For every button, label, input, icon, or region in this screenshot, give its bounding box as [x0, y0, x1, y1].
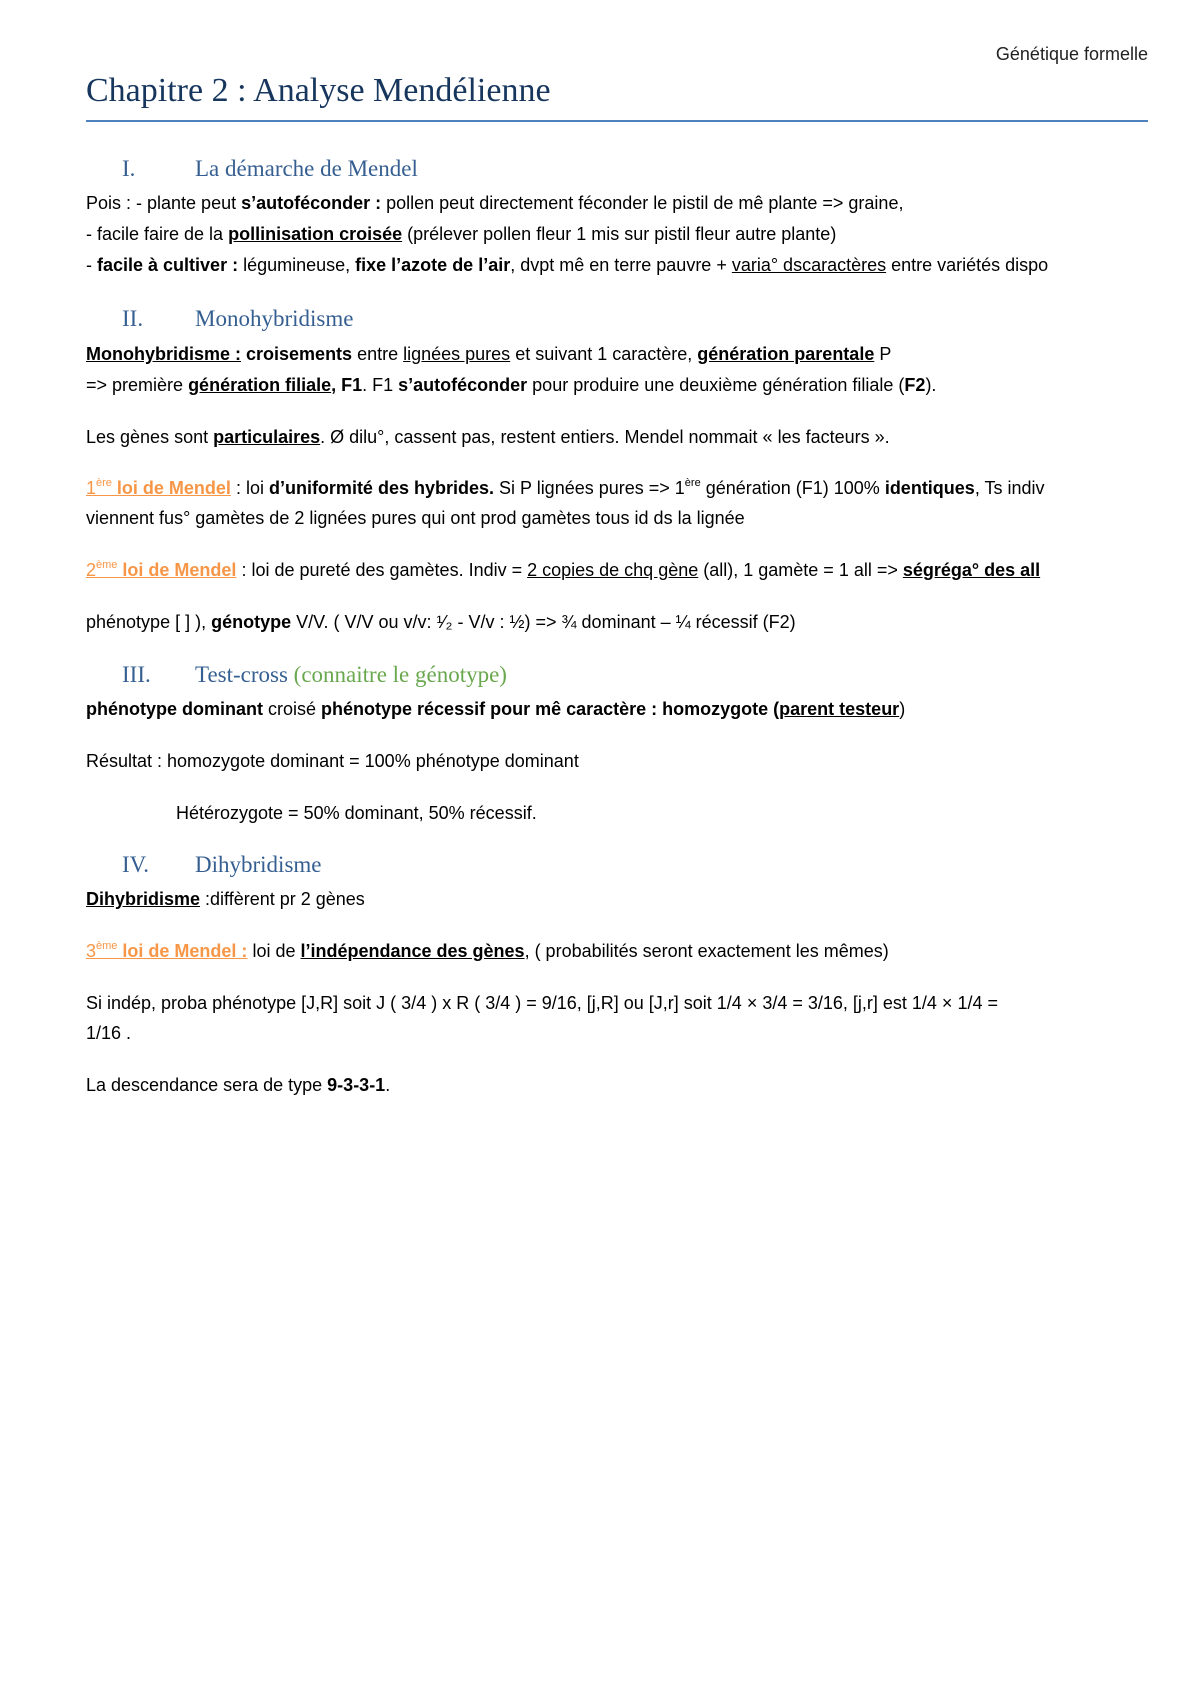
text-run: loi de [247, 941, 301, 961]
text-run-bold: facile à cultiver : [97, 255, 239, 275]
text-run-bold: , F1 [331, 375, 363, 395]
text-run: entre [352, 344, 404, 364]
text-run-bold: génotype [211, 612, 292, 632]
text-run-bold: F2 [904, 375, 926, 395]
text-run: - V/v : ½) => ¾ dominant – ¼ récessif (F2) [452, 612, 796, 632]
paragraph-line [86, 374, 936, 396]
section-heading-3 [122, 662, 507, 688]
text-run-bold-underline: l’indépendance des gènes [300, 941, 525, 961]
section-number: I. [122, 156, 136, 181]
text-run: . [385, 1075, 391, 1095]
paragraph-line [86, 223, 836, 245]
text-run-bold: s’autoféconder [398, 375, 528, 395]
text-run-underline: lignées pures [403, 344, 511, 364]
paragraph-line [86, 1074, 390, 1096]
text-run: phénotype [ ] ), [86, 612, 212, 632]
text-run-bold-underline: Dihybridisme [86, 889, 201, 909]
text-run: viennent fus° gamètes de 2 lignées pures qui ont prod gamètes tous id ds la lignée [86, 508, 745, 528]
text-run: Si indép, proba phénotype [J,R] soit J ( 3/4 ) x R ( 3/4 ) = 9/16, [j,R] ou [J,r] soit 1/4 × 3/4 = 3/16, [j,r] est 1/4 × 1/4 = [86, 993, 998, 1013]
text-run: - [86, 255, 97, 275]
section-title: Test-cross [195, 662, 288, 687]
text-run: . Ø dilu°, cassent pas, restent entiers. Mendel nommait « les facteurs ». [320, 427, 890, 447]
paragraph-line [86, 343, 891, 365]
text-run: Pois : - plante peut [86, 193, 242, 213]
text-run: Si P lignées pures => 1 [494, 478, 685, 498]
section-title: Monohybridisme [195, 306, 354, 331]
paragraph-line [86, 477, 1045, 499]
text-run-bold: s’autoféconder : [241, 193, 382, 213]
text-run: et suivant 1 caractère, [510, 344, 698, 364]
text-run-bold-underline: génération parentale [697, 344, 875, 364]
text-run: - facile faire de la [86, 224, 229, 244]
text-run: , dvpt mê en terre pauvre + [510, 255, 732, 275]
superscript: ème [96, 559, 118, 571]
text-run-underline: varia° dscaractères [731, 255, 887, 275]
text-run: : loi [230, 478, 269, 498]
section-title: La démarche de Mendel [195, 156, 418, 181]
text-run-bold: identiques [884, 478, 975, 498]
running-header: Génétique formelle [995, 44, 1148, 64]
section-number: III. [122, 662, 151, 687]
text-run: : loi de pureté des gamètes. Indiv = [236, 560, 528, 580]
superscript: ème [96, 940, 118, 952]
text-run-bold: loi de Mendel : [117, 941, 248, 961]
text-run: , Ts indiv [974, 478, 1045, 498]
text-run: 1 [86, 478, 97, 498]
text-run: génération (F1) 100% [700, 478, 885, 498]
text-run-bold-underline: Monohybridisme : [86, 344, 242, 364]
paragraph-line [86, 992, 998, 1014]
text-run: entre variétés dispo [886, 255, 1049, 275]
paragraph-line [86, 1022, 131, 1044]
text-run: :diffèrent pr 2 gènes [200, 889, 365, 909]
text-run-bold: fixe l’azote de l’air [355, 255, 511, 275]
text-run: P [874, 344, 892, 364]
paragraph-line [86, 888, 365, 910]
text-run: , ( probabilités seront exactement les mêmes) [524, 941, 889, 961]
paragraph-line [86, 507, 745, 529]
paragraph-line [86, 940, 889, 962]
paragraph-line [86, 750, 579, 772]
text-run: Les gènes sont [86, 427, 214, 447]
section-heading-2 [122, 306, 353, 332]
paragraph-line [176, 802, 537, 824]
superscript: ère [684, 477, 701, 489]
section-heading-4 [122, 852, 322, 878]
text-run: Résultat : homozygote dominant = 100% phénotype dominant [86, 751, 579, 771]
text-run: 3 [86, 941, 97, 961]
text-run-underline: 2 copies de chq gène [527, 560, 699, 580]
paragraph-line [86, 426, 890, 448]
text-run: (prélever pollen fleur 1 mis sur pistil fleur autre plante) [402, 224, 837, 244]
text-run: La descendance sera de type [86, 1075, 328, 1095]
text-run: . F1 [362, 375, 399, 395]
paragraph-line [86, 611, 796, 633]
law-label [86, 560, 236, 580]
text-run-bold-underline: pollinisation croisée [228, 224, 403, 244]
text-run: pour produire une deuxième génération filiale ( [527, 375, 905, 395]
text-run-bold-underline: parent testeur [779, 699, 900, 719]
text-run-bold: phénotype dominant [86, 699, 263, 719]
text-run: => première [86, 375, 189, 395]
section-number: II. [122, 306, 144, 331]
paragraph-line [86, 254, 1048, 276]
text-run-bold-underline: ségréga° des all [902, 560, 1041, 580]
text-run-bold: loi de Mendel [117, 560, 237, 580]
text-run-bold: d’uniformité des hybrides. [268, 478, 494, 498]
section-number: IV. [122, 852, 150, 877]
section-subtitle: (connaitre le génotype) [293, 662, 507, 687]
text-run: légumineuse, [238, 255, 356, 275]
text-run-bold: croisements [241, 344, 353, 364]
text-run: ). [925, 375, 937, 395]
text-run: pollen peut directement féconder le pistil de mê plante => graine, [381, 193, 904, 213]
text-run-bold-underline: génération filiale [188, 375, 332, 395]
text-run: Hétérozygote = 50% dominant, 50% récessif. [176, 803, 537, 823]
text-run-bold: phénotype récessif pour mê caractère : homozygote ( [321, 699, 780, 719]
section-title: Dihybridisme [195, 852, 322, 877]
text-run-bold-underline: particulaires [213, 427, 321, 447]
text-run: croisé [263, 699, 322, 719]
text-run: 1/16 . [86, 1023, 132, 1043]
title-underline [86, 120, 1148, 122]
text-run: 2 [86, 560, 97, 580]
paragraph-line [86, 559, 1040, 581]
superscript: ère [96, 477, 112, 489]
section-heading-1 [122, 156, 418, 182]
text-run: V/V. ( V/V ou v/v: [291, 612, 437, 632]
text-run-bold: loi de Mendel [111, 478, 231, 498]
paragraph-line [86, 192, 903, 214]
paragraph-line [86, 698, 905, 720]
text-run: ) [899, 699, 906, 719]
law-label [86, 941, 247, 961]
text-run: (all), 1 gamète = 1 all => [698, 560, 903, 580]
fraction: ¹⁄₂ [436, 612, 453, 632]
page-title: Chapitre 2 : Analyse Mendélienne [86, 72, 551, 109]
law-label [86, 478, 231, 498]
text-run-bold: 9-3-3-1 [327, 1075, 386, 1095]
